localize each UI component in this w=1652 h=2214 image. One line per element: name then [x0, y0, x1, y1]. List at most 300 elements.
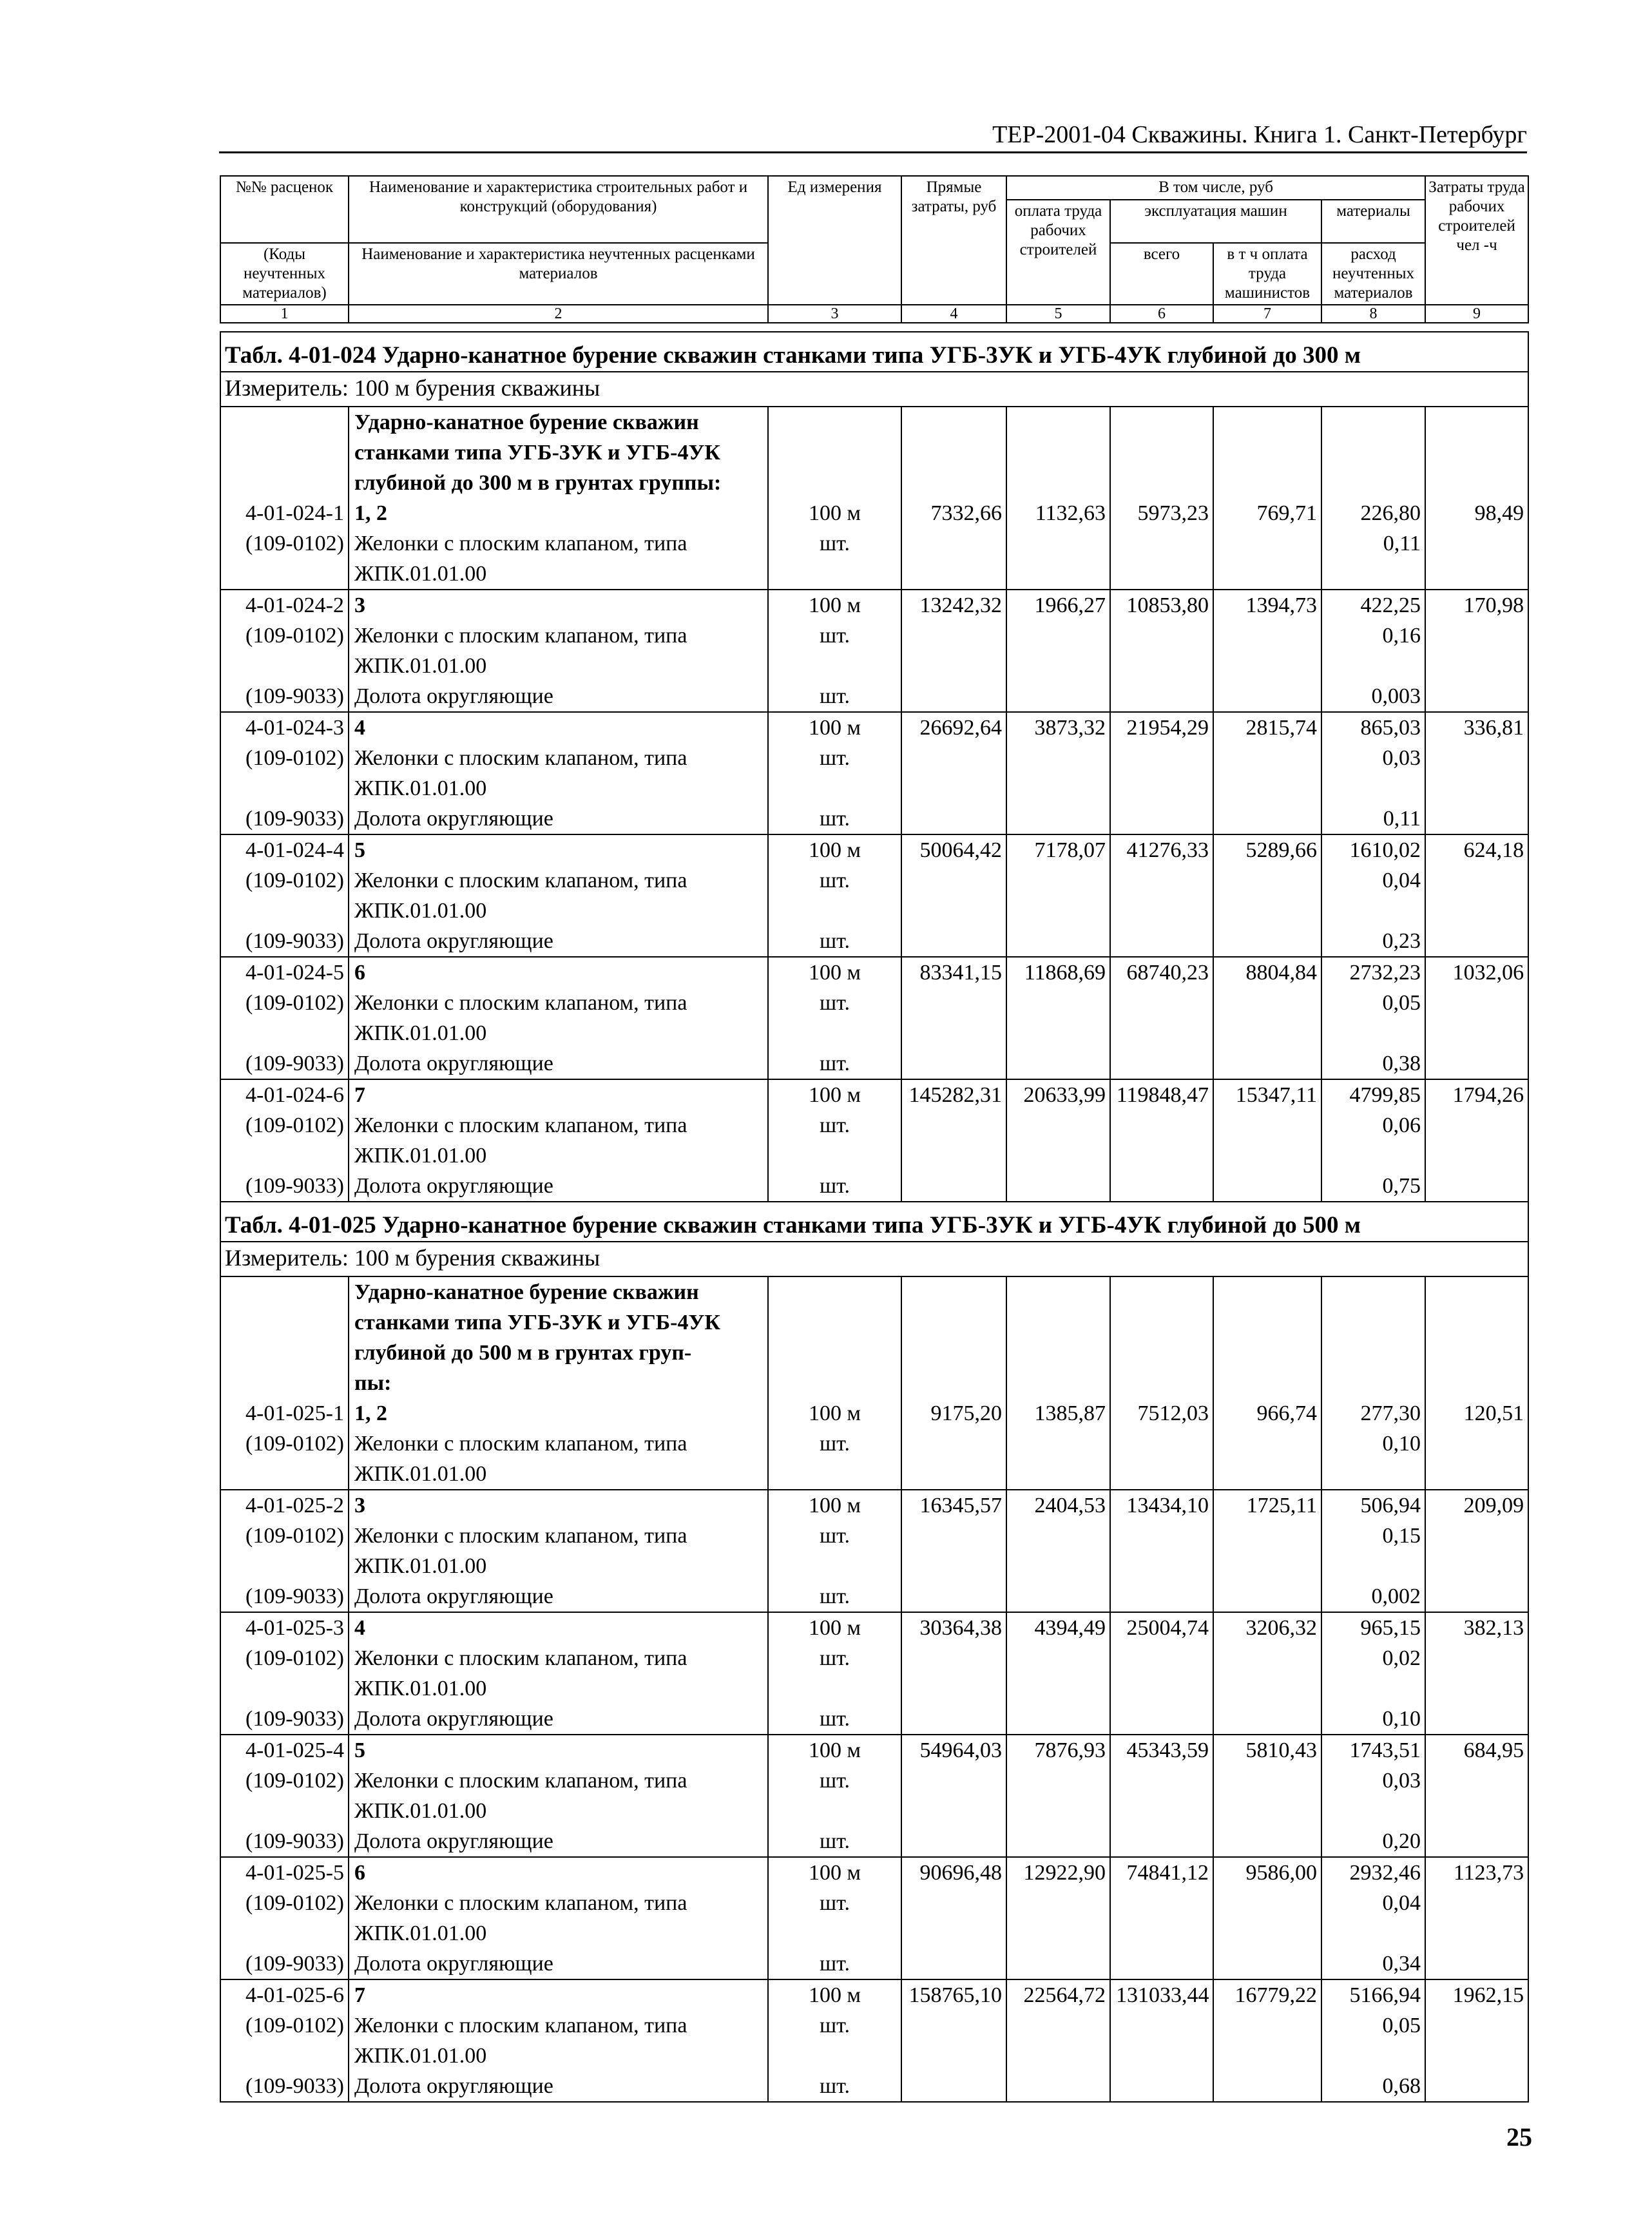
table-cell	[1425, 681, 1528, 712]
rate-labor-hours: 336,81	[1425, 712, 1528, 743]
table-cell	[1425, 2041, 1528, 2071]
table-cell	[901, 468, 1006, 498]
rate-materials: 965,15	[1321, 1612, 1425, 1643]
table-cell	[1425, 1018, 1528, 1048]
table-measure: Измеритель: 100 м бурения скважины	[220, 1242, 1528, 1276]
table-cell	[1321, 559, 1425, 590]
material-name-cont: ЖПК.01.01.00	[349, 2041, 768, 2071]
rate-labor-hours: 120,51	[1425, 1398, 1528, 1429]
table-cell	[901, 1521, 1006, 1551]
table-cell	[1425, 1429, 1528, 1459]
table-cell	[901, 1429, 1006, 1459]
material-row	[220, 1581, 1528, 1612]
rate-labor: 7876,93	[1006, 1735, 1110, 1766]
table-cell	[768, 468, 901, 498]
table-cell	[1213, 559, 1321, 590]
table-cell	[1110, 1429, 1213, 1459]
table-cell	[1321, 1338, 1425, 1368]
material-name-cont: ЖПК.01.01.00	[349, 1551, 768, 1581]
rate-code: 4-01-025-1	[220, 1398, 349, 1429]
rate-unit: 100 м	[768, 1857, 901, 1888]
rate-mach: 5973,23	[1110, 498, 1213, 528]
table-cell	[768, 1141, 901, 1171]
material-row-cont	[220, 1551, 1528, 1581]
material-row	[220, 621, 1528, 651]
column-header-table	[220, 175, 1529, 323]
material-unit: шт.	[768, 681, 901, 712]
table-cell	[1006, 1796, 1110, 1826]
col-num: 5	[1006, 305, 1110, 323]
table-cell	[1006, 681, 1110, 712]
col-num: 8	[1321, 305, 1425, 323]
table-cell	[1425, 1704, 1528, 1735]
table-cell	[1110, 1018, 1213, 1048]
table-cell	[1425, 1826, 1528, 1857]
rate-labor-hours: 98,49	[1425, 498, 1528, 528]
rate-intro-text: пы:	[349, 1368, 768, 1398]
material-row-cont	[220, 2041, 1528, 2071]
rate-mach-labor: 1725,11	[1213, 1490, 1321, 1521]
material-name-cont: ЖПК.01.01.00	[349, 1459, 768, 1490]
table-cell	[1425, 2010, 1528, 2041]
material-row	[220, 865, 1528, 896]
material-unit: шт.	[768, 926, 901, 957]
material-row	[220, 2010, 1528, 2041]
material-name: Долота округляющие	[349, 2071, 768, 2102]
table-cell	[1213, 2010, 1321, 2041]
table-cell	[1006, 651, 1110, 681]
table-cell	[901, 1171, 1006, 1202]
material-row-cont	[220, 1918, 1528, 1949]
table-cell	[1321, 1141, 1425, 1171]
table-cell	[1425, 896, 1528, 926]
rate-direct: 13242,32	[901, 590, 1006, 621]
table-cell	[220, 468, 349, 498]
material-qty: 0,03	[1321, 1766, 1425, 1796]
material-unit: шт.	[768, 1429, 901, 1459]
table-cell	[1213, 651, 1321, 681]
material-code: (109-9033)	[220, 2071, 349, 2102]
col-rate-number: №№ расценок	[220, 176, 349, 243]
rate-name: 1, 2	[349, 498, 768, 528]
rates-table	[220, 331, 1529, 2103]
table-title-row	[220, 1202, 1528, 1242]
table-cell	[1425, 804, 1528, 834]
table-cell	[1006, 1110, 1110, 1141]
rate-labor: 3873,32	[1006, 712, 1110, 743]
table-cell	[1110, 1110, 1213, 1141]
table-cell	[901, 1368, 1006, 1398]
table-cell	[1110, 651, 1213, 681]
material-name: Долота округляющие	[349, 804, 768, 834]
table-cell	[220, 559, 349, 590]
material-row-cont	[220, 773, 1528, 804]
table-cell	[1213, 1459, 1321, 1490]
table-cell	[1321, 1551, 1425, 1581]
rate-labor: 1132,63	[1006, 498, 1110, 528]
table-cell	[901, 773, 1006, 804]
rate-intro-text: глубиной до 300 м в грунтах группы:	[349, 468, 768, 498]
table-cell	[1006, 2071, 1110, 2102]
table-cell	[1006, 2041, 1110, 2071]
table-cell	[1213, 1673, 1321, 1704]
table-cell	[768, 1338, 901, 1368]
table-cell	[220, 1796, 349, 1826]
rate-materials: 506,94	[1321, 1490, 1425, 1521]
table-cell	[901, 1918, 1006, 1949]
material-name: Долота округляющие	[349, 681, 768, 712]
table-cell	[1213, 773, 1321, 804]
table-cell	[220, 1673, 349, 1704]
material-unit: шт.	[768, 1171, 901, 1202]
table-cell	[1425, 1276, 1528, 1307]
table-cell	[1321, 1368, 1425, 1398]
table-cell	[768, 1018, 901, 1048]
rate-labor-hours: 1962,15	[1425, 1979, 1528, 2010]
table-cell	[1006, 2010, 1110, 2041]
table-cell	[1321, 1307, 1425, 1338]
material-code: (109-0102)	[220, 1888, 349, 1918]
rate-mach-labor: 5810,43	[1213, 1735, 1321, 1766]
page-number: 25	[1506, 2123, 1532, 2151]
table-cell	[220, 1018, 349, 1048]
table-cell	[1110, 1141, 1213, 1171]
material-row	[220, 1110, 1528, 1141]
table-cell	[768, 1796, 901, 1826]
material-row	[220, 1429, 1528, 1459]
material-unit: шт.	[768, 528, 901, 559]
rate-name: 6	[349, 1857, 768, 1888]
material-qty: 0,003	[1321, 681, 1425, 712]
material-name-cont: ЖПК.01.01.00	[349, 1018, 768, 1048]
rate-mach: 119848,47	[1110, 1079, 1213, 1110]
table-cell	[901, 2010, 1006, 2041]
rate-name: 5	[349, 834, 768, 865]
material-row	[220, 743, 1528, 773]
rate-unit: 100 м	[768, 1979, 901, 2010]
table-cell	[1110, 988, 1213, 1018]
table-cell	[1213, 1826, 1321, 1857]
table-cell	[1110, 865, 1213, 896]
rate-materials: 277,30	[1321, 1398, 1425, 1429]
rate-row	[220, 590, 1528, 621]
rate-mach-labor: 16779,22	[1213, 1979, 1321, 2010]
table-cell	[1110, 438, 1213, 468]
material-unit: шт.	[768, 621, 901, 651]
material-qty: 0,38	[1321, 1048, 1425, 1079]
rate-labor-hours: 1123,73	[1425, 1857, 1528, 1888]
table-cell	[1110, 1918, 1213, 1949]
table-cell	[1425, 438, 1528, 468]
table-title: Табл. 4-01-025 Ударно-канатное бурение скважин станками типа УГБ-3УК и УГБ-4УК глубиной до 500 м	[220, 1202, 1528, 1242]
table-cell	[1321, 1018, 1425, 1048]
table-cell	[1425, 1110, 1528, 1141]
table-cell	[901, 1888, 1006, 1918]
table-cell	[220, 2041, 349, 2071]
table-cell	[1321, 773, 1425, 804]
material-row-cont	[220, 896, 1528, 926]
rate-mach-labor: 15347,11	[1213, 1079, 1321, 1110]
table-cell	[768, 407, 901, 438]
col-material-codes: (Коды неучтенных материалов)	[220, 243, 349, 305]
material-code: (109-0102)	[220, 1521, 349, 1551]
table-cell	[1110, 743, 1213, 773]
table-cell	[901, 1581, 1006, 1612]
material-name: Желонки с плоским клапаном, типа	[349, 2010, 768, 2041]
rate-name: 7	[349, 1979, 768, 2010]
table-cell	[1425, 865, 1528, 896]
material-row	[220, 528, 1528, 559]
table-cell	[1425, 1766, 1528, 1796]
rate-intro-text: Ударно-канатное бурение скважин	[349, 1276, 768, 1307]
material-qty: 0,02	[1321, 1643, 1425, 1673]
rate-mach-labor: 3206,32	[1213, 1612, 1321, 1643]
material-row-cont	[220, 559, 1528, 590]
table-cell	[1213, 438, 1321, 468]
col-machinist-pay: в т ч оплата труда машинистов	[1213, 243, 1321, 305]
table-cell	[901, 1796, 1006, 1826]
table-cell	[901, 1338, 1006, 1368]
material-name: Долота округляющие	[349, 926, 768, 957]
table-cell	[1321, 407, 1425, 438]
material-row-cont	[220, 1459, 1528, 1490]
col-labor-hours: Затраты труда рабочих строителей чел -ч	[1425, 176, 1528, 305]
material-name: Долота округляющие	[349, 1949, 768, 1979]
table-cell	[1110, 1459, 1213, 1490]
rate-code: 4-01-025-2	[220, 1490, 349, 1521]
intro-row	[220, 1338, 1528, 1368]
table-cell	[1425, 407, 1528, 438]
table-cell	[901, 743, 1006, 773]
table-cell	[1006, 926, 1110, 957]
table-cell	[1321, 468, 1425, 498]
document-title: ТЕР-2001-04 Скважины. Книга 1. Санкт-Петербург	[992, 121, 1527, 148]
rate-code: 4-01-025-6	[220, 1979, 349, 2010]
table-cell	[1425, 651, 1528, 681]
material-name-cont: ЖПК.01.01.00	[349, 1918, 768, 1949]
table-cell	[1006, 468, 1110, 498]
material-unit: шт.	[768, 1521, 901, 1551]
col-num: 6	[1110, 305, 1213, 323]
table-cell	[1425, 988, 1528, 1018]
table-cell	[1425, 468, 1528, 498]
table-cell	[1110, 621, 1213, 651]
material-code: (109-9033)	[220, 1704, 349, 1735]
rate-mach: 25004,74	[1110, 1612, 1213, 1643]
table-cell	[1110, 2071, 1213, 2102]
rate-code: 4-01-025-4	[220, 1735, 349, 1766]
table-cell	[1110, 2041, 1213, 2071]
table-cell	[1213, 865, 1321, 896]
table-cell	[1006, 1171, 1110, 1202]
table-cell	[1213, 1141, 1321, 1171]
rate-materials: 2932,46	[1321, 1857, 1425, 1888]
rate-labor: 12922,90	[1006, 1857, 1110, 1888]
rate-mach: 13434,10	[1110, 1490, 1213, 1521]
table-cell	[1213, 926, 1321, 957]
rate-mach-labor: 966,74	[1213, 1398, 1321, 1429]
table-cell	[1213, 621, 1321, 651]
table-cell	[1006, 438, 1110, 468]
rate-materials: 865,03	[1321, 712, 1425, 743]
material-qty: 0,05	[1321, 2010, 1425, 2041]
table-cell	[901, 896, 1006, 926]
rate-name: 7	[349, 1079, 768, 1110]
table-cell	[1110, 1581, 1213, 1612]
table-cell	[1425, 926, 1528, 957]
rate-direct: 30364,38	[901, 1612, 1006, 1643]
rate-row	[220, 1857, 1528, 1888]
table-cell	[220, 1141, 349, 1171]
table-cell	[1213, 1018, 1321, 1048]
table-cell	[1110, 1704, 1213, 1735]
material-code: (109-0102)	[220, 865, 349, 896]
table-cell	[768, 1551, 901, 1581]
table-cell	[1110, 1949, 1213, 1979]
rate-row	[220, 1490, 1528, 1521]
table-cell	[1213, 1918, 1321, 1949]
material-unit: шт.	[768, 1949, 901, 1979]
rate-labor-hours: 684,95	[1425, 1735, 1528, 1766]
table-cell	[1110, 773, 1213, 804]
table-cell	[901, 1048, 1006, 1079]
material-qty: 0,11	[1321, 804, 1425, 834]
material-qty: 0,06	[1321, 1110, 1425, 1141]
table-cell	[1425, 1949, 1528, 1979]
rate-mach: 45343,59	[1110, 1735, 1213, 1766]
rate-code: 4-01-024-3	[220, 712, 349, 743]
rate-direct: 50064,42	[901, 834, 1006, 865]
material-row-cont	[220, 1141, 1528, 1171]
table-cell	[1006, 528, 1110, 559]
col-materials: материалы	[1321, 200, 1425, 243]
table-cell	[1213, 988, 1321, 1018]
table-cell	[901, 926, 1006, 957]
table-cell	[1321, 1796, 1425, 1826]
material-row	[220, 1171, 1528, 1202]
rate-labor: 7178,07	[1006, 834, 1110, 865]
table-cell	[1006, 1338, 1110, 1368]
material-code: (109-9033)	[220, 681, 349, 712]
rate-intro-text: станками типа УГБ-3УК и УГБ-4УК	[349, 438, 768, 468]
col-machine-total: всего	[1110, 243, 1213, 305]
material-unit: шт.	[768, 1048, 901, 1079]
table-title-row	[220, 332, 1528, 372]
table-cell	[901, 1826, 1006, 1857]
table-cell	[1213, 1338, 1321, 1368]
table-cell	[901, 621, 1006, 651]
col-num: 9	[1425, 305, 1528, 323]
table-cell	[1425, 1171, 1528, 1202]
material-name: Желонки с плоским клапаном, типа	[349, 528, 768, 559]
table-cell	[1110, 1307, 1213, 1338]
material-unit: шт.	[768, 1581, 901, 1612]
table-cell	[901, 438, 1006, 468]
material-qty: 0,03	[1321, 743, 1425, 773]
table-cell	[1321, 896, 1425, 926]
material-qty: 0,15	[1321, 1521, 1425, 1551]
table-cell	[1213, 468, 1321, 498]
table-cell	[1110, 1673, 1213, 1704]
material-name: Желонки с плоским клапаном, типа	[349, 988, 768, 1018]
rate-mach-labor: 2815,74	[1213, 712, 1321, 743]
material-name: Желонки с плоским клапаном, типа	[349, 743, 768, 773]
table-cell	[1006, 1141, 1110, 1171]
rate-code: 4-01-024-1	[220, 498, 349, 528]
material-unit: шт.	[768, 1110, 901, 1141]
rate-row	[220, 1979, 1528, 2010]
table-cell	[1110, 1766, 1213, 1796]
table-cell	[1213, 407, 1321, 438]
table-cell	[1006, 1018, 1110, 1048]
material-name-cont: ЖПК.01.01.00	[349, 1673, 768, 1704]
col-labor-pay: оплата труда рабочих строителей	[1006, 200, 1110, 305]
rate-labor: 2404,53	[1006, 1490, 1110, 1521]
table-cell	[768, 438, 901, 468]
rate-labor-hours: 1794,26	[1425, 1079, 1528, 1110]
material-unit: шт.	[768, 804, 901, 834]
table-cell	[1110, 804, 1213, 834]
table-cell	[1110, 1276, 1213, 1307]
material-qty: 0,11	[1321, 528, 1425, 559]
table-cell	[1110, 1048, 1213, 1079]
table-cell	[1321, 651, 1425, 681]
rate-direct: 158765,10	[901, 1979, 1006, 2010]
intro-row	[220, 1307, 1528, 1338]
table-cell	[1425, 1643, 1528, 1673]
intro-row	[220, 407, 1528, 438]
material-name: Долота округляющие	[349, 1048, 768, 1079]
table-cell	[1006, 1826, 1110, 1857]
table-cell	[1425, 559, 1528, 590]
table-cell	[1213, 1643, 1321, 1673]
table-cell	[1110, 1826, 1213, 1857]
rate-name: 4	[349, 1612, 768, 1643]
table-cell	[1006, 773, 1110, 804]
rate-mach-labor: 5289,66	[1213, 834, 1321, 865]
table-cell	[1213, 1171, 1321, 1202]
table-cell	[1110, 896, 1213, 926]
rate-mach-labor: 9586,00	[1213, 1857, 1321, 1888]
table-cell	[1321, 1276, 1425, 1307]
rate-direct: 16345,57	[901, 1490, 1006, 1521]
col-num: 2	[349, 305, 768, 323]
table-cell	[1425, 1459, 1528, 1490]
rate-row	[220, 1735, 1528, 1766]
material-row	[220, 804, 1528, 834]
rate-labor: 1385,87	[1006, 1398, 1110, 1429]
material-code: (109-0102)	[220, 1429, 349, 1459]
table-cell	[901, 528, 1006, 559]
rate-materials: 422,25	[1321, 590, 1425, 621]
material-row-cont	[220, 1796, 1528, 1826]
material-row-cont	[220, 651, 1528, 681]
table-cell	[768, 651, 901, 681]
table-cell	[1110, 1521, 1213, 1551]
material-code: (109-0102)	[220, 1110, 349, 1141]
table-cell	[1006, 988, 1110, 1018]
material-name: Долота округляющие	[349, 1704, 768, 1735]
rate-mach-labor: 1394,73	[1213, 590, 1321, 621]
table-cell	[901, 407, 1006, 438]
table-cell	[1213, 1110, 1321, 1141]
table-cell	[768, 1459, 901, 1490]
table-cell	[220, 438, 349, 468]
table-cell	[1110, 926, 1213, 957]
material-qty: 0,04	[1321, 1888, 1425, 1918]
material-code: (109-0102)	[220, 621, 349, 651]
rate-mach: 74841,12	[1110, 1857, 1213, 1888]
